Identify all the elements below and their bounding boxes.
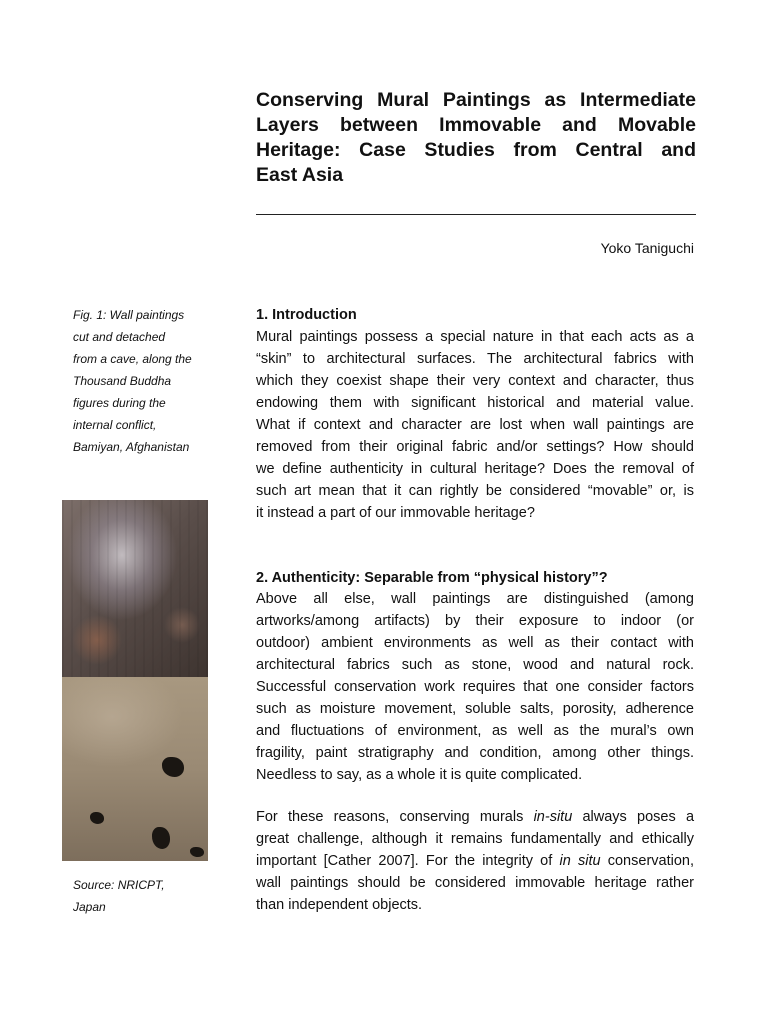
text-line: such art mean that it can rightly be considered “movable” or, is: [256, 483, 694, 499]
emphasis-text: in-situ: [533, 809, 573, 825]
text-line: Mural paintings possess a special nature in that each acts as a: [256, 329, 694, 345]
title-line: Conserving Mural Paintings as Intermediate: [256, 89, 696, 111]
text-segment: always poses a: [572, 809, 695, 825]
emphasis-text: in situ: [559, 853, 601, 869]
damage-spot: [190, 847, 204, 857]
text-line: What if context and character are lost when wall paintings are: [256, 417, 694, 433]
text-line: artworks/among artifacts) by their exposure to indoor (or: [256, 613, 694, 629]
section-heading-authenticity: 2. Authenticity: Separable from “physical history”?: [256, 570, 608, 586]
source-line: Source: NRICPT,: [73, 878, 165, 892]
caption-line: Thousand Buddha: [73, 374, 172, 388]
text-line: and fluctuations of environment, as well as the mural’s own: [256, 723, 694, 739]
caption-line: Bamiyan, Afghanistan: [73, 440, 190, 454]
text-line: architectural fabrics such as stone, wood and natural rock.: [256, 657, 694, 673]
text-line: which they coexist shape their very context and character, thus: [256, 373, 694, 389]
text-line: removed from their original fabric and/or settings? How should: [256, 439, 694, 455]
authenticity-paragraph: [256, 588, 694, 786]
section-heading-introduction: 1. Introduction: [256, 307, 357, 323]
text-line: we define authenticity in cultural heritage? Does the removal of: [256, 461, 694, 477]
text-line: Needless to say, as a whole it is quite complicated.: [256, 767, 583, 783]
introduction-paragraph: [256, 326, 694, 524]
text-line: great challenge, although it remains fundamentally and ethically: [256, 831, 694, 847]
text-line: Above all else, wall paintings are distinguished (among: [256, 591, 694, 607]
text-line: wall paintings should be considered immovable heritage rather: [256, 875, 694, 891]
text-line: such as moisture movement, soluble salts, porosity, adherence: [256, 701, 694, 717]
figure-source: [73, 874, 213, 918]
text-line: fragility, paint stratigraphy and condition, among other things.: [256, 745, 694, 761]
in-situ-paragraph: [256, 806, 694, 916]
paper-title: [256, 88, 696, 188]
caption-line: Fig. 1: Wall paintings: [73, 308, 185, 322]
text-segment: For these reasons, conserving murals: [256, 809, 534, 825]
text-line: outdoor) ambient environments as well as their contact with: [256, 635, 694, 651]
caption-line: figures during the: [73, 396, 166, 410]
title-line: Layers between Immovable and Movable: [256, 114, 696, 136]
text-segment: important [Cather 2007]. For the integrity of: [256, 853, 560, 869]
cave-wall-image: [62, 677, 208, 861]
text-line: it instead a part of our immovable heritage?: [256, 505, 535, 521]
author-name: Yoko Taniguchi: [600, 240, 694, 256]
caption-line: cut and detached: [73, 330, 166, 344]
text-line: “skin” to architectural surfaces. The architectural fabrics with: [256, 351, 694, 367]
text-line: [256, 806, 694, 828]
damage-spot: [162, 757, 184, 777]
title-divider: [256, 214, 696, 215]
figure-wall-painting-photo: [62, 500, 208, 861]
source-line: Japan: [73, 900, 106, 914]
damage-spot: [90, 812, 104, 824]
caption-line: from a cave, along the: [73, 352, 192, 366]
mural-fragment-image: [62, 500, 208, 677]
text-line: [256, 850, 694, 872]
damage-spot: [152, 827, 170, 849]
text-line: than independent objects.: [256, 897, 423, 913]
text-segment: conservation,: [600, 853, 694, 869]
title-line: East Asia: [256, 164, 344, 186]
figure-caption: [73, 304, 213, 458]
title-line: Heritage: Case Studies from Central and: [256, 139, 696, 161]
caption-line: internal conflict,: [73, 418, 157, 432]
text-line: Successful conservation work requires that one consider factors: [256, 679, 694, 695]
text-line: endowing them with significant historical and material value.: [256, 395, 694, 411]
